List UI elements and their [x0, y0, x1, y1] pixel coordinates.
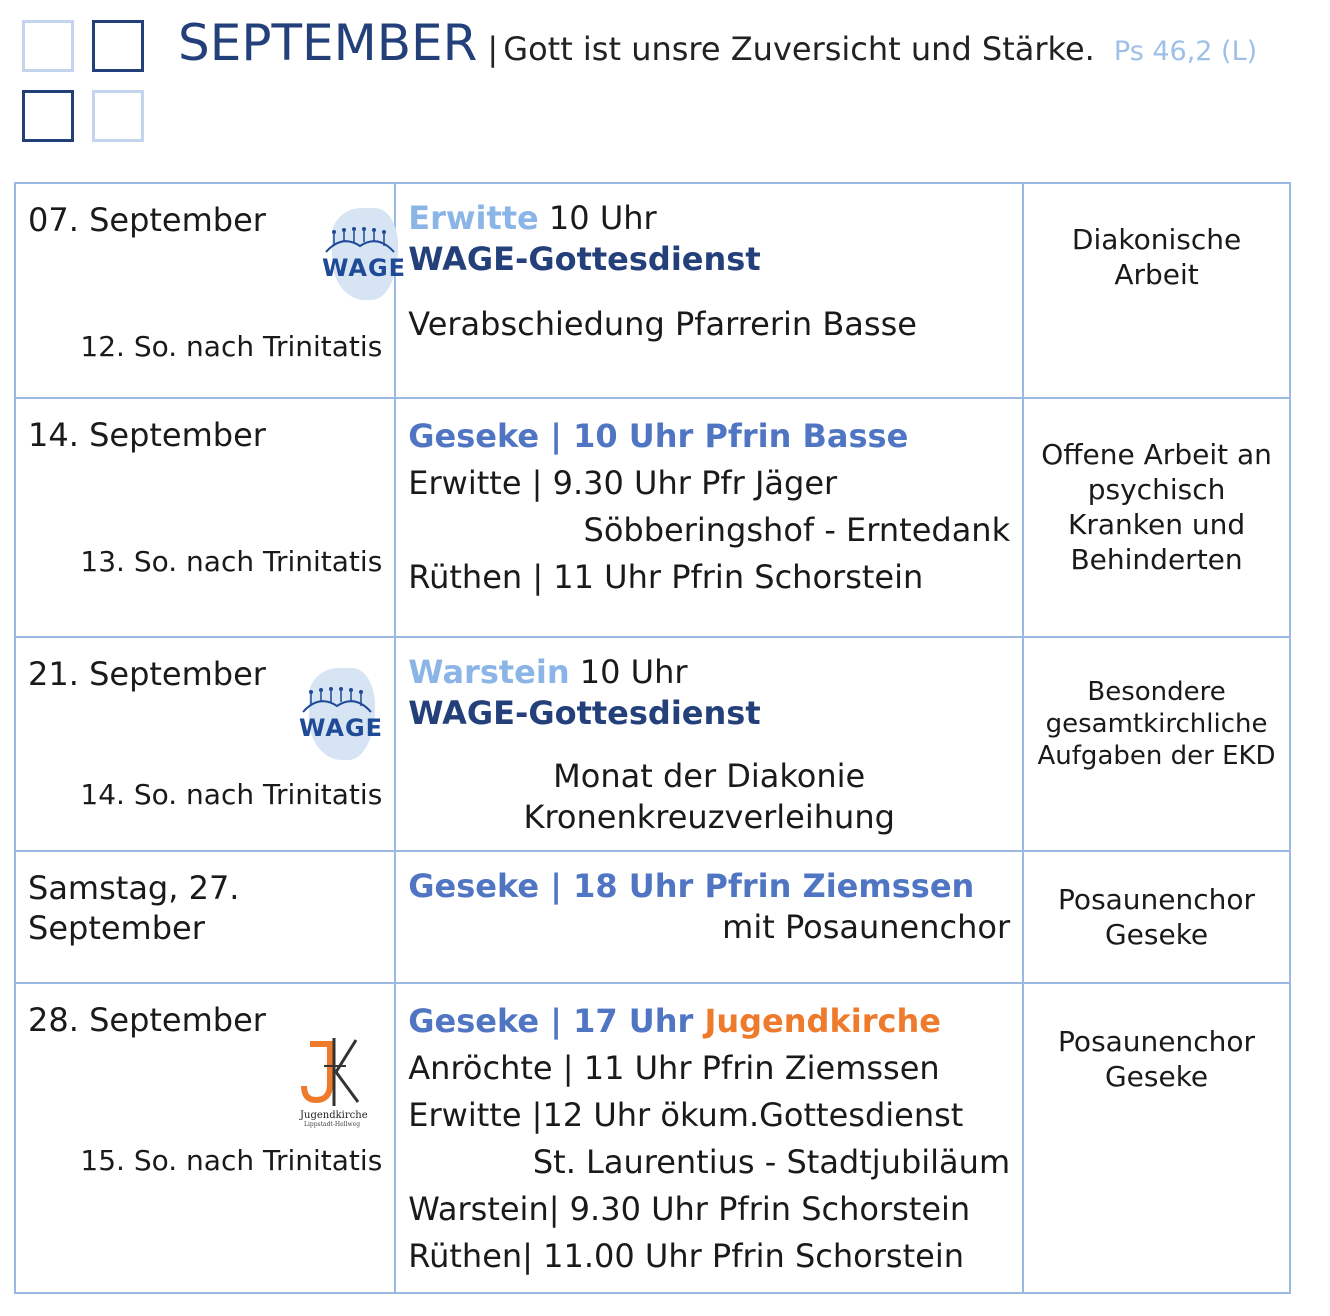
- event-note: Verabschiedung Pfarrerin Basse: [408, 305, 917, 343]
- decor-square-top-right: [92, 20, 144, 72]
- wage-logo-text: WAGE: [299, 714, 384, 742]
- wage-arcs-icon: [299, 686, 375, 716]
- date-cell: [15, 398, 395, 637]
- event-cell: [395, 183, 1023, 398]
- event-service-type: WAGE-Gottesdienst: [408, 240, 761, 278]
- page-header: [178, 14, 1257, 72]
- event-cell: [395, 983, 1023, 1293]
- date-cell: [15, 637, 395, 851]
- monthly-motto: Gott ist unsre Zuversicht und Stärke.: [503, 30, 1095, 68]
- service-schedule-table: [14, 182, 1291, 1294]
- date-cell: [15, 851, 395, 983]
- wage-logo: [322, 208, 407, 304]
- event-place: Erwitte: [408, 199, 539, 237]
- service-date: Samstag, 27. September: [28, 869, 240, 947]
- decor-square-top-left: [22, 20, 74, 72]
- header-separator: |: [487, 30, 499, 68]
- decor-square-bottom-left: [22, 90, 74, 142]
- church-year-sunday: 12. So. nach Trinitatis: [80, 330, 383, 363]
- event-line: Anröchte | 11 Uhr Pfrin Ziemssen: [408, 1049, 940, 1087]
- event-note: Kronenkreuzverleihung: [523, 798, 895, 836]
- table-row: [15, 637, 1290, 851]
- table-row: [15, 851, 1290, 983]
- offering-cell: [1023, 183, 1290, 398]
- event-line: mit Posaunenchor: [722, 908, 1011, 946]
- offering-purpose: Offene Arbeit an psychisch Kranken und Behinderten: [1041, 438, 1272, 576]
- event-line: Rüthen| 11.00 Uhr Pfrin Schorstein: [408, 1237, 964, 1275]
- event-note: Monat der Diakonie: [553, 757, 866, 795]
- wage-logo-text: WAGE: [322, 254, 407, 282]
- event-line: Geseke | 10 Uhr Pfrin Basse: [408, 417, 909, 455]
- event-highlight: Jugendkirche: [704, 1002, 941, 1040]
- month-title: SEPTEMBER: [178, 14, 478, 72]
- event-line: Rüthen | 11 Uhr Pfrin Schorstein: [408, 558, 924, 596]
- date-cell: [15, 983, 395, 1293]
- jugendkirche-logo: [300, 1036, 368, 1130]
- offering-cell: [1023, 851, 1290, 983]
- event-cell: [395, 851, 1023, 983]
- service-date: 07. September: [28, 201, 266, 239]
- service-date: 14. September: [28, 416, 266, 454]
- service-date: 28. September: [28, 1001, 266, 1039]
- offering-cell: [1023, 637, 1290, 851]
- offering-purpose: Posaunenchor Geseke: [1058, 883, 1256, 951]
- wage-arcs-icon: [322, 226, 398, 256]
- event-details: [396, 399, 1022, 601]
- jk-logo-icon: [300, 1036, 364, 1110]
- event-line: Erwitte | 9.30 Uhr Pfr Jäger: [408, 464, 838, 502]
- offering-cell: [1023, 398, 1290, 637]
- event-time: 10 Uhr: [579, 653, 688, 691]
- event-time: 10 Uhr: [548, 199, 657, 237]
- event-place: Warstein: [408, 653, 570, 691]
- event-line: Warstein| 9.30 Uhr Pfrin Schorstein: [408, 1190, 971, 1228]
- offering-purpose: Diakonische Arbeit: [1071, 223, 1242, 291]
- event-details: [396, 984, 1022, 1280]
- event-line: Geseke | 17 Uhr: [408, 1002, 705, 1040]
- event-service-type: WAGE-Gottesdienst: [408, 694, 761, 732]
- service-date: 21. September: [28, 655, 266, 693]
- church-year-sunday: 13. So. nach Trinitatis: [80, 545, 383, 578]
- bible-reference: Ps 46,2 (L): [1113, 36, 1258, 67]
- offering-cell: [1023, 983, 1290, 1293]
- event-cell: [395, 398, 1023, 637]
- table-row: [15, 398, 1290, 637]
- event-cell: [395, 637, 1023, 851]
- event-details: [396, 184, 1022, 345]
- wage-logo: [299, 668, 384, 764]
- event-line: Geseke | 18 Uhr Pfrin Ziemssen: [408, 867, 975, 905]
- date-cell: [15, 183, 407, 398]
- table-row: [15, 983, 1290, 1293]
- event-line: Erwitte |12 Uhr ökum.Gottesdienst: [408, 1096, 964, 1134]
- offering-purpose: Posaunenchor Geseke: [1058, 1025, 1256, 1093]
- jk-logo-subcaption: Lippstadt-Hellweg: [303, 1121, 361, 1128]
- church-year-sunday: 14. So. nach Trinitatis: [80, 778, 383, 811]
- event-details: [396, 852, 1022, 948]
- jk-logo-caption: Jugendkirche: [300, 1110, 368, 1121]
- offering-purpose: Besondere gesamtkirchliche Aufgaben der EKD: [1037, 677, 1276, 771]
- table-row: [15, 183, 1290, 398]
- decor-square-bottom-right: [92, 90, 144, 142]
- church-year-sunday: 15. So. nach Trinitatis: [80, 1144, 383, 1177]
- event-line: Söbberingshof - Erntedank: [583, 511, 1011, 549]
- event-line: St. Laurentius - Stadtjubiläum: [532, 1143, 1011, 1181]
- event-details: [396, 638, 1022, 838]
